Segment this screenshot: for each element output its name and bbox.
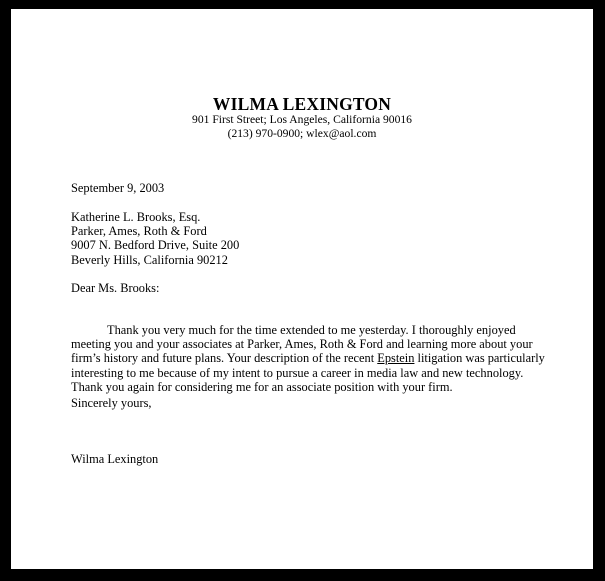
- recipient-city: Beverly Hills, California 90212: [71, 252, 228, 267]
- salutation: Dear Ms. Brooks:: [71, 281, 160, 295]
- recipient-name: Katherine L. Brooks, Esq.: [71, 210, 201, 224]
- cover-letter: [11, 9, 593, 569]
- sender-name: WILMA LEXINGTON: [212, 94, 392, 114]
- letterhead: [11, 95, 593, 140]
- body-line-3-end: litigation was particularly: [414, 351, 545, 366]
- letter-date: September 9, 2003: [71, 181, 165, 195]
- body-line-2: meeting you and your associates at Parker, Ames, Roth & Ford and learning more about your: [71, 337, 533, 352]
- body-line-3: [71, 351, 561, 365]
- body-line-3-start: firm’s history and future plans. Your description of the recent: [71, 351, 378, 366]
- case-name: Epstein: [377, 351, 415, 366]
- signature-name: Wilma Lexington: [71, 452, 159, 466]
- body-line-1: Thank you very much for the time extended to me yesterday. I thoroughly enjoyed: [107, 323, 516, 337]
- closing: Sincerely yours,: [71, 396, 152, 410]
- recipient-street: 9007 N. Bedford Drive, Suite 200: [71, 238, 240, 253]
- body-line-5: Thank you again for considering me for an associate position with your firm.: [71, 379, 453, 394]
- document-page: [11, 9, 593, 569]
- body-paragraph: [71, 323, 561, 394]
- body-line-4: interesting to me because of my intent to pursue a career in media law and new technology.: [71, 365, 524, 380]
- sender-address: 901 First Street; Los Angeles, California 90016: [192, 113, 412, 126]
- recipient-firm: Parker, Ames, Roth & Ford: [71, 224, 207, 239]
- recipient-address: [71, 210, 561, 267]
- sender-contact: (213) 970-0900; wlex@aol.com: [227, 126, 377, 140]
